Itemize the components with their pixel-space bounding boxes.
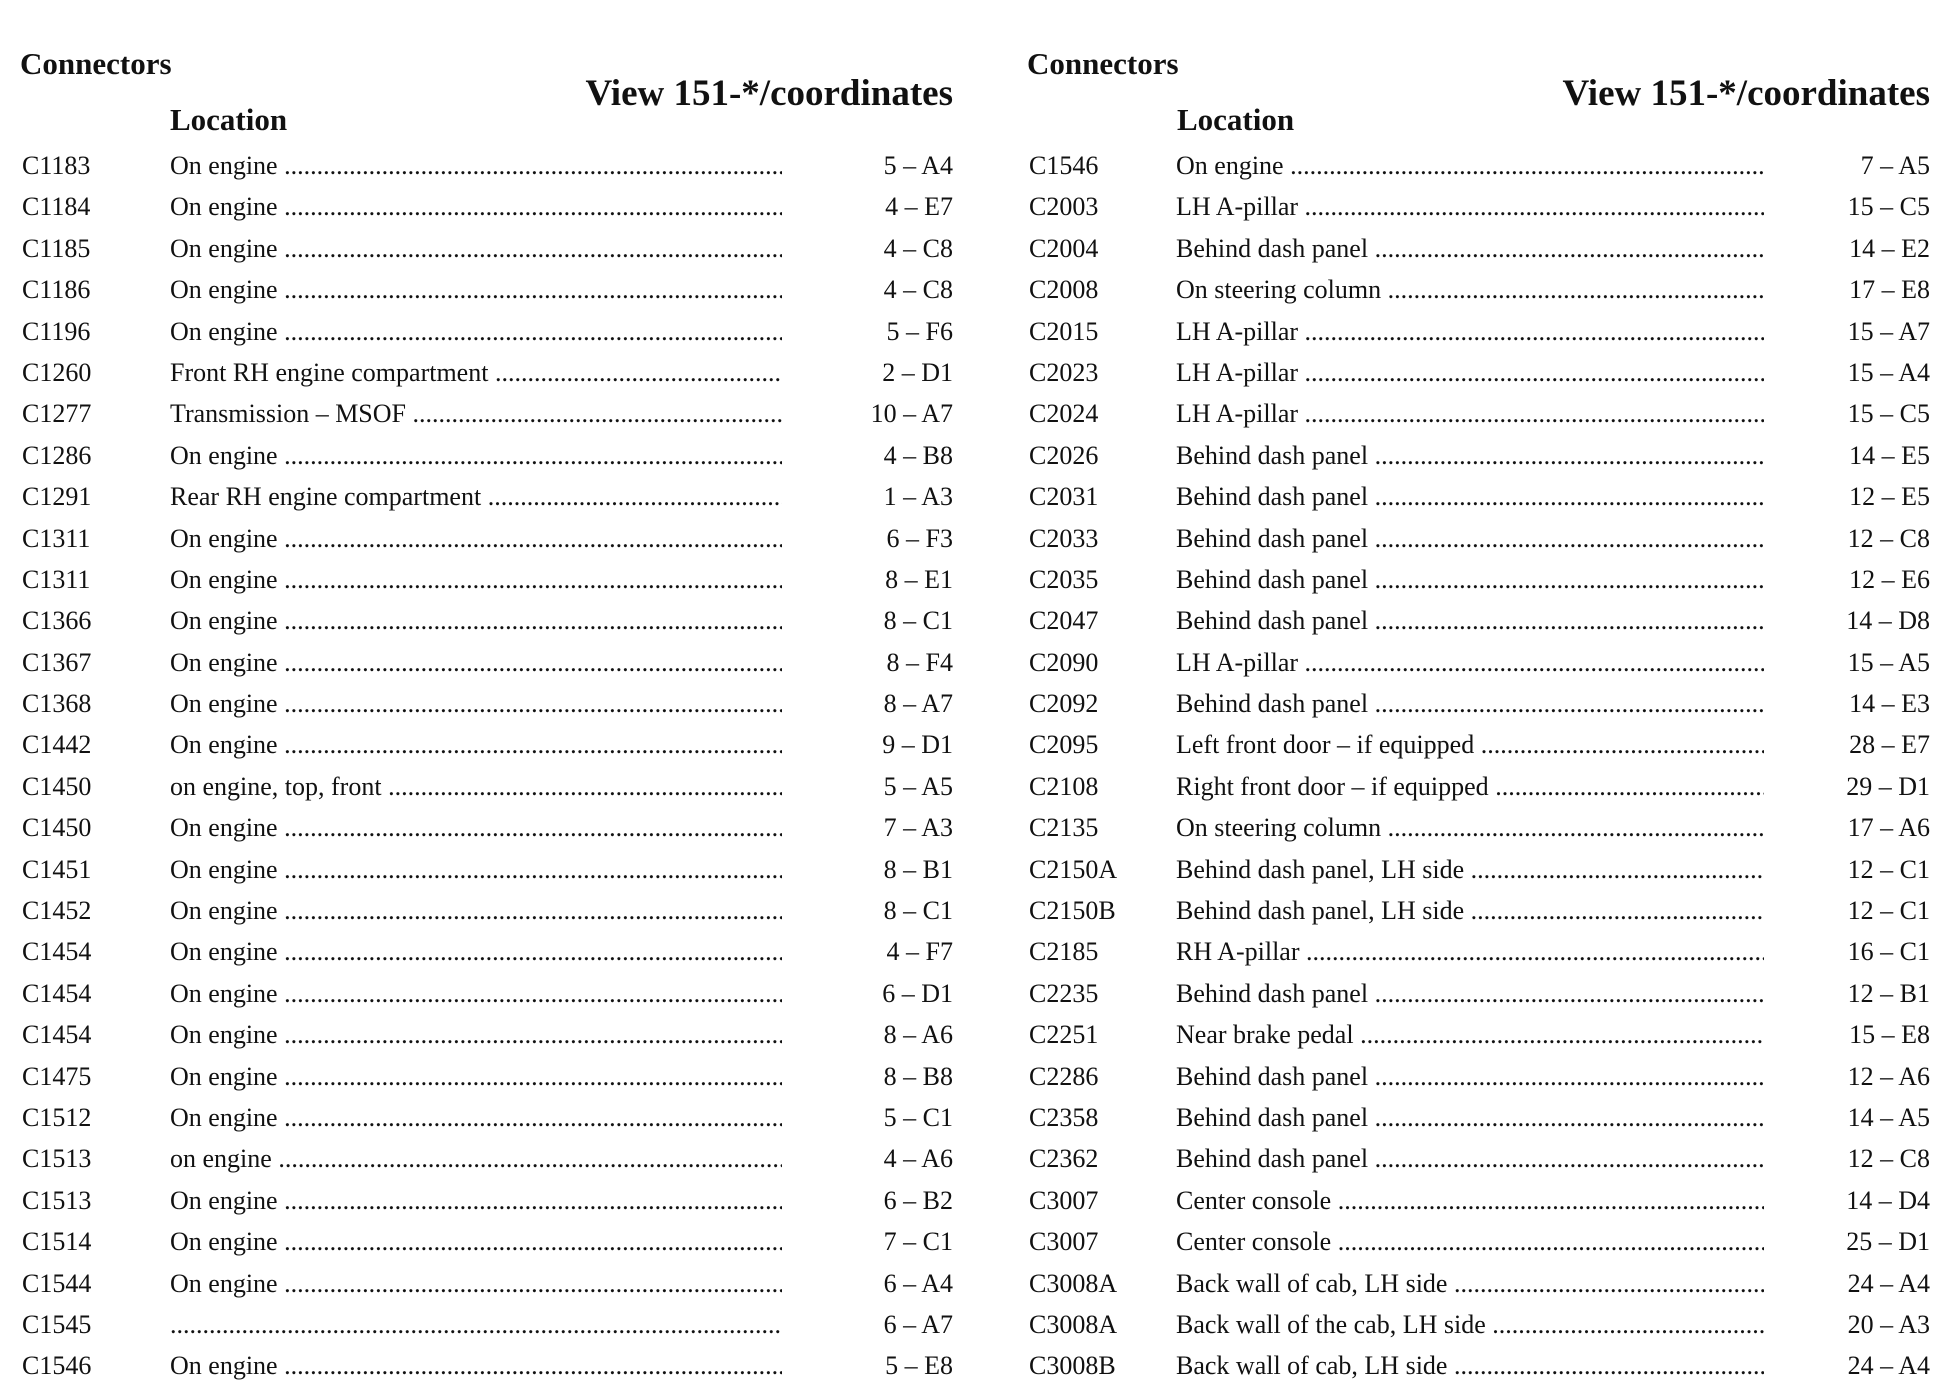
view-coordinate: 8 – E1 [885,564,953,594]
connector-location: On engine ..... [170,145,782,186]
connector-id: C3007 [1029,1227,1099,1257]
connector-id: C1196 [22,316,91,346]
view-coordinate: 24 – A4 [1847,1351,1930,1381]
view-coordinate: 10 – A7 [870,399,953,429]
table-row [18,1180,953,1221]
connectors-heading: Connectors [20,46,172,81]
connector-location: On engine ..... [170,931,782,972]
table-row [1025,145,1930,186]
connector-location: On engine ..... [170,724,782,765]
view-coordinate: 12 – C8 [1847,523,1930,553]
view-coordinate: 14 – A5 [1847,1102,1930,1132]
connector-location: On engine ..... [170,849,782,890]
connector-id: C1546 [22,1351,92,1381]
view-coordinate: 14 – E3 [1849,689,1930,719]
connector-id: C1368 [22,689,92,719]
table-row [1025,352,1930,393]
connector-location: On engine ..... [170,1014,782,1055]
connector-id: C1277 [22,399,92,429]
view-coordinate: 4 – C8 [883,275,953,305]
view-coordinate: 15 – A7 [1847,316,1930,346]
connector-id: C2003 [1029,192,1099,222]
connector-location: LH A-pillar ..... [1176,393,1764,434]
connector-location: Behind dash panel ..... [1176,1056,1764,1097]
connector-id: C3008A [1029,1268,1118,1298]
view-coordinates-heading: View 151-*/coordinates [585,73,953,114]
connector-location: Behind dash panel ..... [1176,228,1764,269]
view-coordinate: 16 – C1 [1847,937,1930,967]
view-coordinate: 4 – E7 [885,192,953,222]
view-coordinate: 12 – C1 [1847,896,1930,926]
view-coordinate: 7 – A5 [1860,151,1930,180]
connector-id: C2023 [1029,357,1099,387]
table-row [1025,683,1930,724]
table-row [18,1056,953,1097]
connector-id: C2015 [1029,316,1099,346]
connector-id: C2235 [1029,978,1099,1008]
connector-id: C2026 [1029,440,1099,470]
connector-id: C2251 [1029,1020,1099,1050]
connector-id: C1311 [22,564,91,594]
connector-id: C1183 [22,151,91,180]
view-coordinate: 4 – A6 [883,1144,953,1174]
table-row [18,683,953,724]
connector-location: Behind dash panel ..... [1176,1097,1764,1138]
connector-location: Behind dash panel ..... [1176,600,1764,641]
table-row [1025,1138,1930,1179]
connector-id: C2185 [1029,937,1099,967]
connector-id: C1367 [22,647,92,677]
connector-location: RH A-pillar ..... [1176,931,1764,972]
table-row [18,1138,953,1179]
connector-id: C1454 [22,1020,92,1050]
view-coordinate: 15 – C5 [1847,399,1930,429]
table-row [1025,1014,1930,1055]
view-coordinate: 8 – B8 [883,1061,953,1091]
table-row [18,890,953,931]
view-coordinate: 8 – A7 [883,689,953,719]
table-row [18,269,953,310]
location-heading: Location [1177,102,1295,137]
view-coordinate: 15 – A5 [1847,647,1930,677]
table-row [1025,435,1930,476]
view-coordinate: 8 – F4 [886,647,953,677]
table-row [18,1014,953,1055]
connector-location: LH A-pillar ..... [1176,186,1764,227]
connector-id: C1450 [22,771,92,801]
connector-id: C2047 [1029,606,1099,636]
table-row [18,1221,953,1262]
table-row [18,518,953,559]
table-row [18,931,953,972]
view-coordinate: 28 – E7 [1849,730,1930,760]
view-coordinate: 6 – A4 [883,1268,953,1298]
table-row [18,642,953,683]
connector-location: Behind dash panel ..... [1176,973,1764,1014]
connector-id: C2362 [1029,1144,1099,1174]
table-row [1025,1345,1930,1386]
connector-id: C1452 [22,896,92,926]
connector-location: On engine ..... [170,435,782,476]
connector-id: C1512 [22,1102,92,1132]
connector-location: Behind dash panel ..... [1176,476,1764,517]
connector-location: On engine ..... [170,1056,782,1097]
table-row [1025,1180,1930,1221]
connector-id: C2004 [1029,233,1099,263]
table-row [18,393,953,434]
view-coordinate: 8 – A6 [883,1020,953,1050]
view-coordinate: 7 – C1 [883,1227,953,1257]
table-row [1025,642,1930,683]
connector-location: on engine ..... [170,1138,782,1179]
table-row [1025,518,1930,559]
view-coordinate: 14 – E5 [1849,440,1930,470]
view-coordinate: 15 – A4 [1847,357,1930,387]
view-coordinate: 24 – A4 [1847,1268,1930,1298]
connector-location: Behind dash panel ..... [1176,683,1764,724]
view-coordinate: 14 – E2 [1849,233,1930,263]
connector-id: C1260 [22,357,92,387]
view-coordinate: 12 – E5 [1849,482,1930,512]
table-row [18,1304,953,1345]
view-coordinate: 5 – C1 [883,1102,953,1132]
table-row [1025,1304,1930,1345]
table-row [18,186,953,227]
connector-location: LH A-pillar ..... [1176,352,1764,393]
connector-location: On engine ..... [170,311,782,352]
connector-id: C1454 [22,937,92,967]
connector-id: C2024 [1029,399,1099,429]
view-coordinate: 12 – C1 [1847,854,1930,884]
connector-location: Behind dash panel ..... [1176,559,1764,600]
table-row [1025,1263,1930,1304]
view-coordinate: 12 – A6 [1847,1061,1930,1091]
connector-id: C2150B [1029,896,1116,926]
table-row [18,228,953,269]
view-coordinate: 4 – F7 [886,937,953,967]
table-row [1025,973,1930,1014]
table-row [1025,931,1930,972]
connector-location: On engine ..... [170,890,782,931]
connector-location: On engine ..... [170,683,782,724]
view-coordinate: 25 – D1 [1846,1227,1930,1257]
table-row [18,724,953,765]
connector-id: C1544 [22,1268,92,1298]
connector-location: On steering column ..... [1176,807,1764,848]
view-coordinate: 17 – E8 [1849,275,1930,305]
connector-id: C1514 [22,1227,92,1257]
table-row [18,559,953,600]
connector-location: On engine ..... [170,186,782,227]
table-row [18,973,953,1014]
view-coordinate: 5 – A5 [883,771,953,801]
table-row [1025,807,1930,848]
table-row [18,352,953,393]
table-row [18,807,953,848]
view-coordinate: 8 – C1 [883,606,953,636]
table-row [18,1097,953,1138]
view-coordinate: 14 – D4 [1846,1185,1930,1215]
connector-location: On engine ..... [170,642,782,683]
table-row [1025,228,1930,269]
connector-location: Near brake pedal ..... [1176,1014,1764,1055]
connector-location: LH A-pillar ..... [1176,311,1764,352]
view-coordinate: 8 – C1 [883,896,953,926]
view-coordinate: 1 – A3 [883,482,953,512]
connector-location: On engine ..... [170,1345,782,1386]
view-coordinate: 15 – E8 [1849,1020,1930,1050]
connector-id: C2033 [1029,523,1099,553]
connector-location: Left front door – if equipped ..... [1176,724,1764,765]
connector-id: C1311 [22,523,91,553]
connector-location [170,1304,782,1345]
connector-location: Behind dash panel ..... [1176,435,1764,476]
connector-location: on engine, top, front ..... [170,766,782,807]
connector-location: On engine ..... [1176,145,1764,186]
table-row [18,1263,953,1304]
connector-id: C2108 [1029,771,1099,801]
view-coordinate: 4 – B8 [883,440,953,470]
connector-id: C3007 [1029,1185,1099,1215]
connector-id: C1184 [22,192,91,222]
connector-id: C1185 [22,233,91,263]
connector-id: C1451 [22,854,92,884]
table-row [18,311,953,352]
view-coordinate: 5 – E8 [885,1351,953,1381]
connector-location: On engine ..... [170,600,782,641]
view-coordinate: 29 – D1 [1846,771,1930,801]
connector-location: Behind dash panel ..... [1176,1138,1764,1179]
view-coordinate: 12 – E6 [1849,564,1930,594]
connector-location: Back wall of cab, LH side ..... [1176,1345,1764,1386]
table-row [18,476,953,517]
connector-id: C2031 [1029,482,1099,512]
view-coordinate: 20 – A3 [1847,1309,1930,1339]
connector-id: C2286 [1029,1061,1099,1091]
table-row [18,435,953,476]
view-coordinate: 4 – C8 [883,233,953,263]
connector-location: Center console ..... [1176,1180,1764,1221]
connector-id: C2008 [1029,275,1099,305]
location-heading: Location [170,102,288,137]
connector-id: C1442 [22,730,92,760]
table-row [18,1345,953,1386]
connector-id: C1286 [22,440,92,470]
table-row [18,849,953,890]
connector-location: On engine ..... [170,1221,782,1262]
connector-id: C1546 [1029,151,1099,180]
view-coordinate: 2 – D1 [882,357,953,387]
table-row [18,145,953,186]
connector-location: Front RH engine compartment ..... [170,352,782,393]
table-row [1025,393,1930,434]
connector-location: Right front door – if equipped ..... [1176,766,1764,807]
table-row [1025,724,1930,765]
connector-location: On engine ..... [170,1097,782,1138]
connector-id: C1291 [22,482,92,512]
connector-location: On engine ..... [170,518,782,559]
connector-id: C2095 [1029,730,1099,760]
connector-location: Rear RH engine compartment ..... [170,476,782,517]
connector-id: C1366 [22,606,92,636]
connector-location: Back wall of the cab, LH side ..... [1176,1304,1764,1345]
connector-rows [18,145,953,1387]
view-coordinate: 6 – A7 [883,1309,953,1339]
connector-location: Behind dash panel, LH side ..... [1176,849,1764,890]
connector-id: C1186 [22,275,91,305]
connector-location: Transmission – MSOF ..... [170,393,782,434]
connector-id: C1454 [22,978,92,1008]
connector-rows [1025,145,1930,1387]
left-connector-table [18,0,953,1392]
connector-location: On engine ..... [170,807,782,848]
connector-location: Behind dash panel ..... [1176,518,1764,559]
view-coordinate: 12 – C8 [1847,1144,1930,1174]
table-row [18,600,953,641]
view-coordinate: 7 – A3 [883,813,953,843]
view-coordinate: 6 – D1 [882,978,953,1008]
view-coordinate: 15 – C5 [1847,192,1930,222]
view-coordinate: 8 – B1 [883,854,953,884]
connector-id: C1475 [22,1061,92,1091]
connector-location: On engine ..... [170,228,782,269]
table-row [1025,186,1930,227]
connector-location: On engine ..... [170,559,782,600]
connector-id: C1513 [22,1144,92,1174]
connector-location: Center console ..... [1176,1221,1764,1262]
connector-location: On steering column ..... [1176,269,1764,310]
table-row [1025,1056,1930,1097]
table-row [1025,1221,1930,1262]
connector-location: On engine ..... [170,1180,782,1221]
view-coordinate: 14 – D8 [1846,606,1930,636]
table-row [1025,559,1930,600]
connector-location: LH A-pillar ..... [1176,642,1764,683]
connector-id: C2358 [1029,1102,1099,1132]
connector-location: Behind dash panel, LH side ..... [1176,890,1764,931]
table-row [1025,600,1930,641]
connector-id: C2035 [1029,564,1099,594]
right-connector-table [1025,0,1930,1392]
view-coordinate: 6 – B2 [883,1185,953,1215]
connector-id: C2090 [1029,647,1099,677]
connector-id: C2150A [1029,854,1118,884]
view-coordinates-heading: View 151-*/coordinates [1562,73,1930,114]
view-coordinate: 17 – A6 [1847,813,1930,843]
table-row [1025,269,1930,310]
table-row [1025,890,1930,931]
view-coordinate: 5 – F6 [886,316,953,346]
connector-id: C1450 [22,813,92,843]
view-coordinate: 5 – A4 [883,151,953,180]
view-coordinate: 6 – F3 [886,523,953,553]
view-coordinate: 12 – B1 [1847,978,1930,1008]
connector-id: C3008B [1029,1351,1116,1381]
connector-id: C2092 [1029,689,1099,719]
table-row [1025,476,1930,517]
connectors-heading: Connectors [1027,46,1179,81]
connector-id: C1545 [22,1309,92,1339]
connector-location: On engine ..... [170,1263,782,1304]
connector-location: Back wall of cab, LH side ..... [1176,1263,1764,1304]
table-row [1025,849,1930,890]
connector-id: C1513 [22,1185,92,1215]
connector-id: C3008A [1029,1309,1118,1339]
connector-location: On engine ..... [170,973,782,1014]
table-row [18,766,953,807]
table-row [1025,1097,1930,1138]
table-row [1025,311,1930,352]
connector-id: C2135 [1029,813,1099,843]
view-coordinate: 9 – D1 [882,730,953,760]
table-row [1025,766,1930,807]
connector-location: On engine ..... [170,269,782,310]
